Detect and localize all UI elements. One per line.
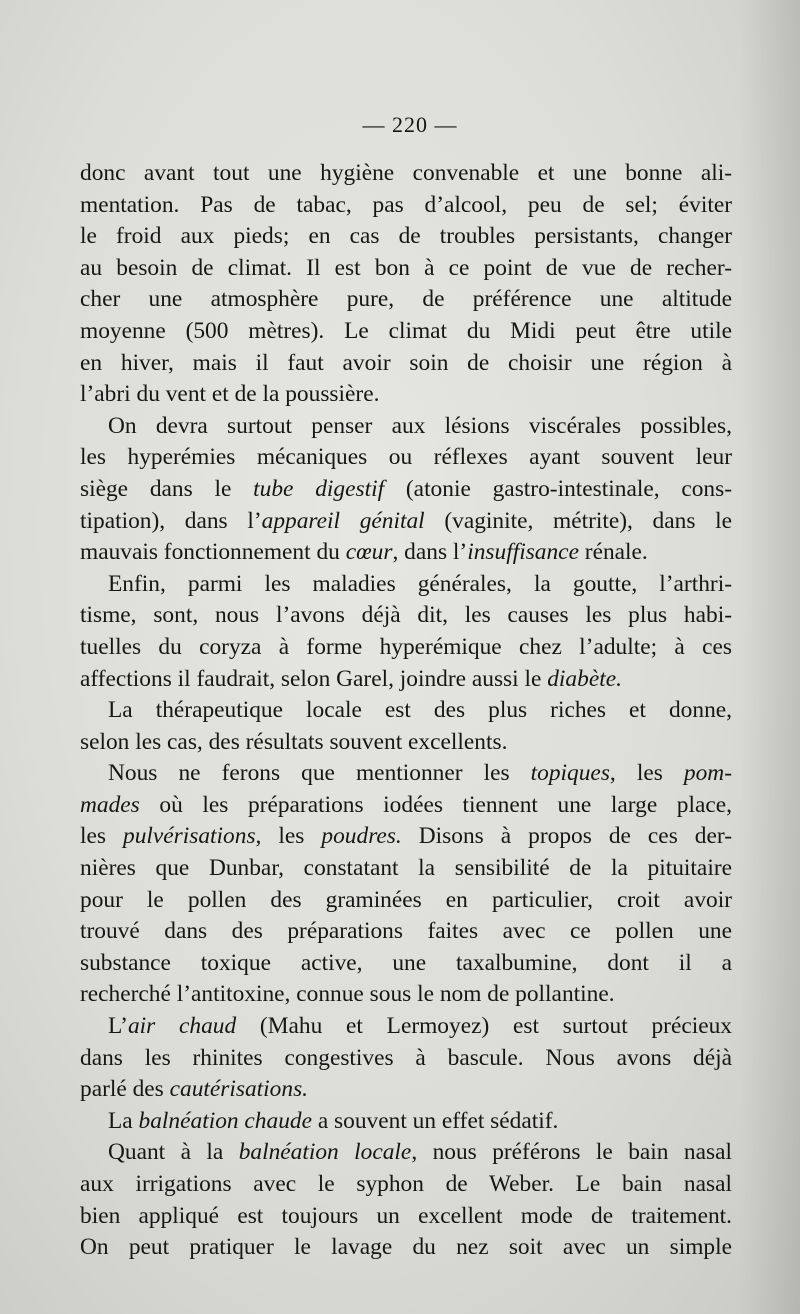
text-line [80, 821, 732, 853]
text-run: affections il faudrait, selon Garel, joindre aussi le [80, 665, 548, 692]
text-run: pour le pollen des graminées en particulier, croit avoir [80, 886, 732, 913]
text-line [80, 853, 732, 885]
text-run: La thérapeutique locale est des plus riches et donne, [108, 697, 732, 724]
body-text [80, 158, 732, 1264]
text-run: cher une atmosphère pure, de préférence une altitude [80, 286, 732, 313]
text-line [80, 664, 732, 696]
text-run: Nous ne ferons que mentionner les [108, 760, 531, 787]
text-run: trouvé dans des préparations faites avec ce pollen une [80, 918, 732, 945]
text-run: aux irrigations avec le syphon de Weber. Le bain nasal [80, 1171, 732, 1197]
text-line [80, 1043, 732, 1075]
italic-term: tube digestif [253, 475, 385, 502]
text-line [80, 221, 732, 253]
italic-term: balnéation locale [238, 1139, 412, 1166]
text-run: On peut pratiquer le lavage du nez soit avec un simple [80, 1234, 732, 1261]
text-run: , les [255, 823, 322, 850]
text-line [80, 316, 732, 348]
text-line [80, 1169, 732, 1201]
italic-term: cœur [345, 539, 393, 566]
text-line [80, 758, 732, 790]
italic-term: mades [80, 791, 140, 818]
text-run: au besoin de climat. Il est bon à ce point de vue de recher- [80, 254, 732, 281]
text-line [80, 379, 732, 411]
text-run: , nous préférons le bain nasal [411, 1139, 732, 1166]
text-run: selon les cas, des résultats souvent excellents. [80, 728, 508, 755]
text-run: tipation), dans l’ [80, 507, 262, 534]
text-line [80, 411, 732, 443]
text-run: a souvent un effet sédatif. [311, 1107, 559, 1134]
text-run: parlé des [80, 1076, 170, 1103]
text-run: dans les rhinites congestives à bascule. Nous avons déjà [80, 1044, 732, 1071]
text-run: Disons à propos de ces der- [401, 823, 732, 850]
text-run: les [80, 823, 123, 850]
text-line [80, 190, 732, 222]
text-run: rénale. [578, 539, 648, 566]
text-line [80, 948, 732, 980]
text-line [80, 537, 732, 569]
text-line [80, 632, 732, 664]
italic-term: cautérisations. [169, 1076, 309, 1103]
italic-term: topiques [530, 760, 610, 787]
text-line [80, 979, 732, 1011]
text-run: , les [609, 760, 684, 787]
text-run: L’ [108, 1013, 128, 1040]
text-line [80, 600, 732, 632]
text-run: siège dans le [80, 475, 254, 502]
italic-term: balnéation chaude [138, 1107, 312, 1134]
text-line [80, 916, 732, 948]
text-run: en hiver, mais il faut avoir soin de choisir une région à [80, 349, 732, 376]
text-line [80, 790, 732, 822]
text-run: les hyperémies mécaniques ou réflexes ayant souvent leur [80, 444, 732, 471]
text-line [80, 1232, 732, 1264]
text-run: où les préparations iodées tiennent une large place, [139, 791, 732, 818]
text-run: bien appliqué est toujours un excellent mode de traitement. [80, 1202, 732, 1229]
text-run: (Mahu et Lermoyez) est surtout précieux [236, 1013, 732, 1040]
italic-term: insuffisance [467, 539, 579, 566]
text-line [80, 253, 732, 285]
text-run: nières que Dunbar, constatant la sensibilité de la pituitaire [80, 855, 732, 882]
text-line [80, 1074, 732, 1106]
text-line [80, 474, 732, 506]
italic-term: appareil génital [261, 507, 425, 534]
text-line [80, 348, 732, 380]
text-line [80, 284, 732, 316]
text-line [80, 569, 732, 601]
text-line [80, 727, 732, 759]
text-line [80, 506, 732, 538]
text-line [80, 1011, 732, 1043]
text-line [80, 1137, 732, 1169]
text-run: La [108, 1107, 139, 1134]
text-run: tuelles du coryza à forme hyperémique chez l’adulte; à ces [80, 633, 732, 660]
text-run: Enfin, parmi les maladies générales, la goutte, l’arthri- [108, 570, 732, 597]
italic-term: pom- [683, 760, 732, 787]
text-run: mauvais fonctionnement du [80, 539, 346, 566]
text-line [80, 885, 732, 917]
text-run: donc avant tout une hygiène convenable et une bonne ali- [80, 160, 732, 186]
text-run: l’abri du vent et de la poussière. [80, 381, 380, 408]
text-run: (vaginite, métrite), dans le [424, 507, 732, 534]
text-run: , dans l’ [392, 539, 468, 566]
text-run: Quant à la [108, 1139, 239, 1166]
text-line [80, 158, 732, 190]
text-run: recherché l’antitoxine, connue sous le nom de pollantine. [80, 981, 615, 1008]
italic-term: air chaud [127, 1013, 237, 1040]
text-run: (atonie gastro-intestinale, cons- [384, 475, 732, 502]
text-run: le froid aux pieds; en cas de troubles persistants, changer [80, 223, 732, 250]
text-run: tisme, sont, nous l’avons déjà dit, les causes les plus habi- [80, 602, 732, 629]
text-line [80, 442, 732, 474]
italic-term: poudres. [321, 823, 402, 850]
text-line [80, 1106, 732, 1138]
italic-term: pulvérisations [123, 823, 256, 850]
text-run: On devra surtout penser aux lésions viscérales possibles, [108, 412, 732, 439]
page-number: — 220 — [362, 112, 458, 137]
text-run: moyenne (500 mètres). Le climat du Midi peut être utile [80, 317, 732, 344]
italic-term: diabète. [547, 665, 622, 692]
text-line [80, 1201, 732, 1233]
text-run: substance toxique active, une taxalbumine, dont il a [80, 949, 732, 976]
text-run: mentation. Pas de tabac, pas d’alcool, peu de sel; éviter [80, 191, 732, 218]
text-line [80, 695, 732, 727]
